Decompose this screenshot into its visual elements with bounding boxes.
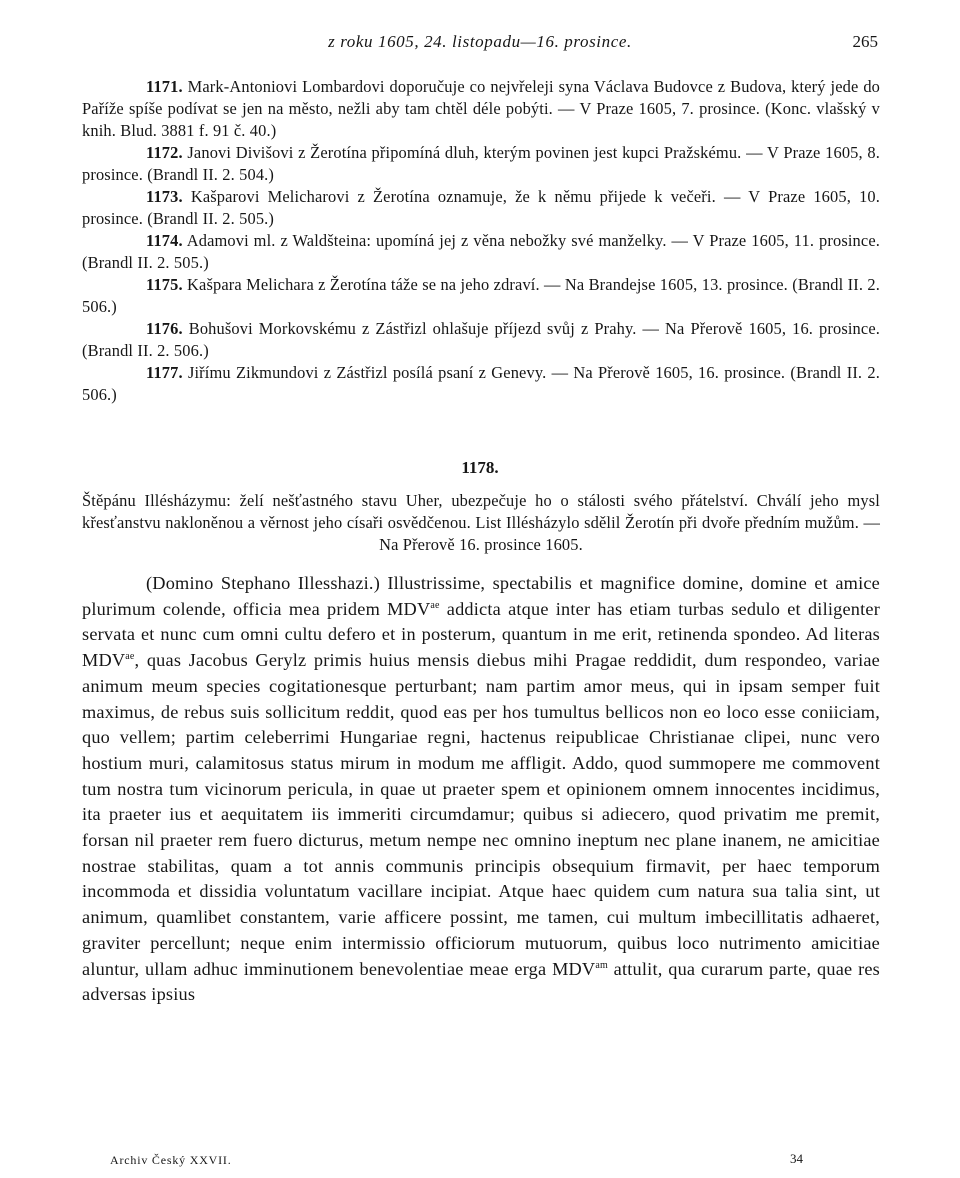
letter-text xyxy=(82,571,880,1008)
running-title: z roku 1605, 24. listopadu—16. prosince. xyxy=(328,32,632,51)
regest-text: Bohušovi Morkovskému z Zástřizl ohlašuje příjezd svůj z Prahy. — Na Přerově 1605, 16. prosince. (Brandl II. 2. 506.) xyxy=(82,319,880,360)
abbreviation-superscript: ae xyxy=(430,599,440,611)
regest-number: 1173. xyxy=(146,187,183,206)
abbreviation-superscript: am xyxy=(595,959,608,971)
letter-text-part: (Domino Stephano Illesshazi.) Illustrissime, spectabilis et magnifice domine, domine et amice plurimum colende, officia mea pridem MDV xyxy=(82,573,880,619)
regest-text: Janovi Divišovi z Žerotína připomíná dluh, kterým povinen jest kupci Pražskému. — V Praze 1605, 8. prosince. (Brandl II. 2. 504.) xyxy=(82,143,881,184)
regest-number: 1171. xyxy=(146,77,183,96)
footer-archive-title: Archiv Český XXVII. xyxy=(110,1153,232,1167)
footer-signature-mark: 34 xyxy=(790,1151,803,1166)
regest-text: Kašpara Melichara z Žerotína táže se na jeho zdraví. — Na Brandejse 1605, 13. prosince. (Brandl II. 2. 506.) xyxy=(82,275,881,316)
document-number: 1178. xyxy=(461,458,499,477)
document-summary: Štěpánu Illésházymu: želí nešťastného stavu Uher, ubezpečuje ho o stálosti svého přátelství. Chválí jeho mysl křesťanstvu nakloněnou a věrnost jeho císaři osvědčenou. List Illésházylo sdělil Žerotín při dvoře předním mužům. — Na Přerově 16. prosince 1605. xyxy=(82,491,880,554)
regest-entry xyxy=(82,318,880,362)
letter-text-part: addicta atque inter has etiam turbas sedulo et diligenter servata et nunc cum omni cultu defero et in posterum, quantum in me erit, retinenda spondeo. Ad literas MDV xyxy=(82,598,881,671)
letter-text-part: attulit, qua curarum parte, quae res adversas ipsius xyxy=(82,958,880,1005)
regest-text: Adamovi ml. z Waldšteina: upomíná jej z věna nebožky své manželky. — V Praze 1605, 11. prosince. (Brandl II. 2. 505.) xyxy=(82,231,880,272)
regesta-list xyxy=(82,76,880,406)
page-number: 265 xyxy=(852,32,878,51)
regest-number: 1174. xyxy=(146,231,183,250)
regest-entry xyxy=(82,76,880,142)
regest-entry xyxy=(82,142,880,186)
regest-text: Jiřímu Zikmundovi z Zástřizl posílá psaní z Genevy. — Na Přerově 1605, 16. prosince. (Brandl II. 2. 506.) xyxy=(82,363,880,404)
regest-text: Mark-Antoniovi Lombardovi doporučuje co nejvřeleji syna Václava Budovce z Budova, který jede do Paříže spíše podívat se jen na město, nežli aby tam chtěl déle pobýti. — V Praze 1605, 7. prosince. (Konc. vlašský v knih. Blud. 3881 f. 91 č. 40.) xyxy=(82,77,881,140)
regest-number: 1172. xyxy=(146,143,183,162)
regest-entry xyxy=(82,274,880,318)
letter-text-part: , quas Jacobus Gerylz primis huius mensis diebus mihi Pragae reddidit, dum respondeo, variae animum meum species cogitationesque perturbant; nam partim amor meus, qui in ipsam semper fuit maximus, de rebus suis sollicitum reddit, quod eas per hos tumultus bellicos non eo loco esse coniiciam, quo vellem; partim celeberrimi Hungariae regni, hactenus reipublicae Christianae clipei, nunc vero hostium muri, calamitosus status mirum in modum me affligit. Addo, quod summopere me commovent tum nostra tum vicinorum pericula, in quae ut praeter spem et opinionem omnem innocentes incidimus, ita praeter ius et aequitatem iis immeriti circumdamur; quibus si adiecero, quod privatim me premit, forsan nil praeter rem fuero dicturus, metum nempe nec omnino ineptum nec plane inanem, ne amicitiae nostrae stabilitas, quam a tot annis communis principis obsequium firmavit, per haec temporum incommoda et dissidia voluntatum vacillare incipiat. Atque haec quidem cum natura sua talia sint, ut animum, quamlibet constantem, varie afficere possint, me tamen, cui multum imbecillitatis adhaeret, graviter percellunt; neque enim intermissio officiorum mutuorum, quibus loco nutrimento amicitiae aluntur, ullam adhuc imminutionem benevolentiae meae erga MDV xyxy=(82,650,880,979)
regest-number: 1175. xyxy=(146,275,183,294)
regest-text: Kašparovi Melicharovi z Žerotína oznamuje, že k němu přijede k večeři. — V Praze 1605, 10. prosince. (Brandl II. 2. 505.) xyxy=(82,187,881,228)
regest-entry xyxy=(82,186,880,230)
regest-number: 1177. xyxy=(146,363,183,382)
regest-number: 1176. xyxy=(146,319,183,338)
regest-entry xyxy=(82,230,880,274)
abbreviation-superscript: ae xyxy=(125,651,135,663)
regest-entry xyxy=(82,362,880,406)
